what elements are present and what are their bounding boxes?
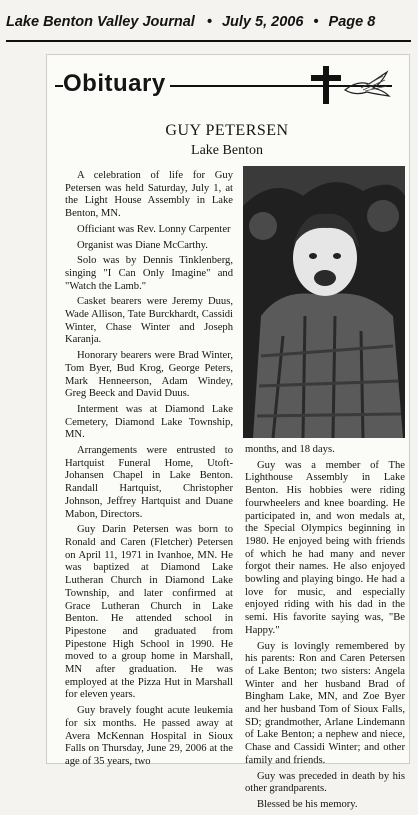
paragraph: Casket bearers were Jeremy Duus, Wade Allison, Tate Burckhardt, Cassidi Winter, Chase Winter and Joseph Karanja.: [65, 296, 233, 346]
banner-title: Obituary: [63, 70, 170, 98]
portrait-photo: [243, 166, 405, 438]
paragraph: Solo was by Dennis Tinklenberg, singing "I Can Only Imagine" and "Watch the Lamb.": [65, 255, 233, 292]
deceased-town: Lake Benton: [191, 143, 263, 158]
paragraph: A celebration of life for Guy Petersen was held Saturday, July 1, at the Light House Assembly in Lake Benton, MN.: [65, 170, 233, 220]
paragraph: Guy was a member of The Lighthouse Assembly in Lake Benton. His hobbies were riding fourwheelers and knee boarding. He participated in, and won medals at, the Special Olympics beginning in 1980. He enjoyed being with friends of which he had many and never forgot their names. He also enjoyed bowling and playing bingo. He had a love for music, and especially enjoyed riding with his dad in the semi. His favorite saying was, "Be Happy.": [245, 459, 405, 636]
deceased-name: GUY PETERSEN: [165, 122, 289, 139]
paragraph: Organist was Diane McCarthy.: [77, 239, 208, 251]
dove-icon: [343, 70, 391, 100]
article-column-2: [245, 444, 405, 815]
paragraph: Interment was at Diamond Lake Cemetery, Diamond Lake Township, MN.: [65, 403, 233, 441]
issue-date: July 5, 2006: [221, 14, 304, 30]
cross-icon: [311, 66, 341, 104]
newspaper-name: Lake Benton Valley Journal: [6, 14, 195, 30]
article-column-1: [65, 170, 233, 772]
paragraph: Blessed be his memory.: [257, 798, 358, 810]
page-number: Page 8: [328, 14, 376, 30]
paragraph: Guy bravely fought acute leukemia for six months. He passed away at Avera McKennan Hospital in Sioux Falls on Thursday, June 29, 2006 at the age of 35 years, two: [65, 705, 233, 767]
paragraph: Guy is lovingly remembered by his parents: Ron and Caren Petersen of Lake Benton; two sisters: Angela Winter and her husband Brad of Bingham Lake, MN, and Zoe Byer and her husband Tom of Sioux Falls, SD; grandmother, Arlane Lindemann of Lake Benton; a nephew and niece, Chase and Cassidi Winter; and other family and friends.: [245, 640, 405, 766]
masthead-bullet: •: [313, 14, 319, 30]
masthead-rule: [6, 40, 411, 42]
masthead: [6, 14, 410, 30]
paragraph: Guy was preceded in death by his other grandparents.: [245, 770, 405, 795]
obituary-banner: [55, 66, 392, 102]
paragraph: Honorary bearers were Brad Winter, Tom Byer, Bud Krog, George Peters, Mark Henneerson, Adam Windey, Greg Beeck and David Duus.: [65, 350, 233, 400]
paragraph: Arrangements were entrusted to Hartquist Funeral Home, Utoft-Johansen Chapel in Lake Benton. Randall Hartquist, Christopher Johnson, Jeffrey Hartquist and Duane Mabon, Directors.: [65, 445, 233, 520]
paragraph: months, and 18 days.: [245, 444, 335, 455]
paragraph: Guy Darin Petersen was born to Ronald and Caren (Fletcher) Petersen on April 11, 1971 in Ivanhoe, MN. He was baptized at Diamond Lake Lutheran Church in Diamond Lake Township, and later confirmed at Grace Lutheran Church in Lake Benton. He attended school in Pipestone and graduated from Pipestone High School in 1990. He moved to a group home in Marshall, MN after graduation. He was employed at the Pizza Hut in Marshall for eleven years.: [65, 524, 233, 701]
masthead-bullet: •: [206, 14, 212, 30]
paragraph: Officiant was Rev. Lonny Carpenter: [77, 223, 231, 235]
